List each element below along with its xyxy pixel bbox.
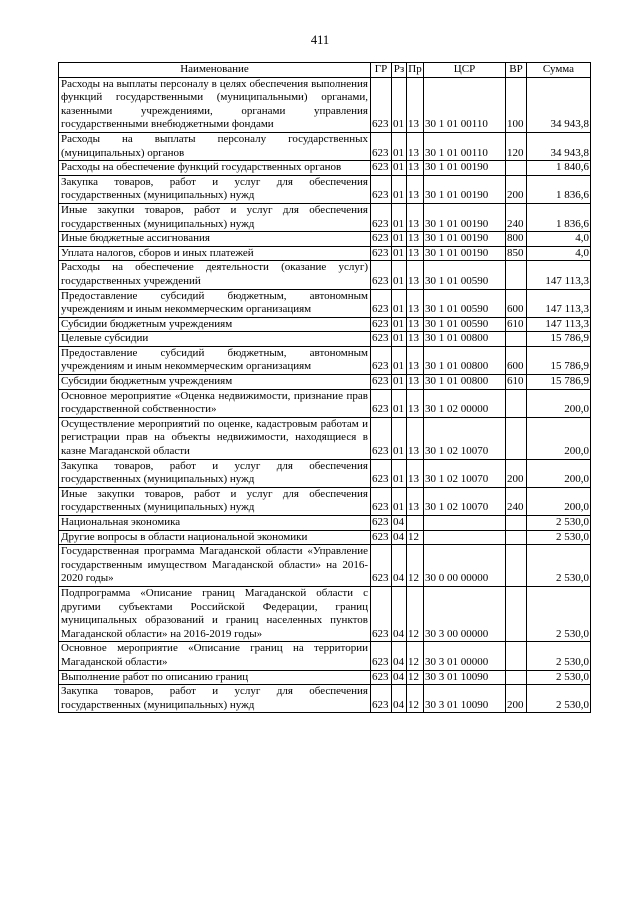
cell-name: Субсидии бюджетным учреждениям (59, 375, 371, 390)
table-row (59, 289, 591, 317)
table-row (59, 175, 591, 203)
cell-pr: 13 (407, 203, 424, 231)
cell-sum: 2 530,0 (527, 516, 591, 531)
cell-vr (506, 670, 527, 685)
cell-gr: 623 (371, 586, 392, 641)
cell-gr: 623 (371, 685, 392, 713)
cell-rz: 01 (392, 161, 407, 176)
cell-pr: 13 (407, 317, 424, 332)
cell-sum: 147 113,3 (527, 317, 591, 332)
cell-gr: 623 (371, 261, 392, 289)
cell-sum: 2 530,0 (527, 685, 591, 713)
cell-vr (506, 261, 527, 289)
table-row (59, 389, 591, 417)
cell-csr: 30 1 01 00800 (424, 375, 506, 390)
cell-sum: 200,0 (527, 389, 591, 417)
table-body (59, 77, 591, 713)
cell-name: Осуществление мероприятий по оценке, кадастровым работам и регистрации прав на объекты недвижимости, находящиеся в казне Магаданской области (59, 417, 371, 459)
cell-pr: 13 (407, 289, 424, 317)
cell-vr (506, 545, 527, 587)
cell-sum: 147 113,3 (527, 261, 591, 289)
cell-csr: 30 1 02 10070 (424, 459, 506, 487)
cell-gr: 623 (371, 175, 392, 203)
cell-gr: 623 (371, 203, 392, 231)
table-row (59, 261, 591, 289)
cell-pr: 13 (407, 77, 424, 132)
cell-pr: 13 (407, 175, 424, 203)
cell-vr: 240 (506, 203, 527, 231)
cell-rz: 04 (392, 685, 407, 713)
cell-name: Целевые субсидии (59, 332, 371, 347)
table-row (59, 246, 591, 261)
table-row (59, 642, 591, 670)
cell-pr: 13 (407, 375, 424, 390)
header-pr: Пр (407, 63, 424, 78)
cell-pr: 12 (407, 642, 424, 670)
cell-vr (506, 642, 527, 670)
header-sum: Сумма (527, 63, 591, 78)
table-row (59, 417, 591, 459)
cell-vr (506, 586, 527, 641)
cell-pr: 12 (407, 685, 424, 713)
cell-vr: 600 (506, 289, 527, 317)
cell-gr: 623 (371, 246, 392, 261)
cell-rz: 01 (392, 389, 407, 417)
cell-csr: 30 1 01 00190 (424, 175, 506, 203)
table-row (59, 161, 591, 176)
cell-rz: 01 (392, 332, 407, 347)
cell-name: Предоставление субсидий бюджетным, автономным учреждениям и иным некоммерческим организациям (59, 346, 371, 374)
cell-gr: 623 (371, 232, 392, 247)
cell-gr: 623 (371, 670, 392, 685)
cell-sum: 2 530,0 (527, 642, 591, 670)
cell-rz: 04 (392, 642, 407, 670)
header-gr: ГР (371, 63, 392, 78)
cell-sum: 2 530,0 (527, 545, 591, 587)
cell-name: Национальная экономика (59, 516, 371, 531)
cell-rz: 04 (392, 516, 407, 531)
cell-rz: 01 (392, 317, 407, 332)
cell-name: Другие вопросы в области национальной экономики (59, 530, 371, 545)
cell-csr: 30 1 01 00800 (424, 332, 506, 347)
cell-name: Государственная программа Магаданской области «Управление государственным имуществом Магаданской области» на 2016-2020 годы» (59, 545, 371, 587)
table-row (59, 132, 591, 160)
cell-csr: 30 3 01 10090 (424, 670, 506, 685)
cell-gr: 623 (371, 530, 392, 545)
cell-gr: 623 (371, 161, 392, 176)
cell-csr: 30 1 01 00800 (424, 346, 506, 374)
cell-name: Иные бюджетные ассигнования (59, 232, 371, 247)
cell-vr: 200 (506, 459, 527, 487)
cell-rz: 01 (392, 289, 407, 317)
cell-vr: 100 (506, 77, 527, 132)
table-row (59, 670, 591, 685)
cell-rz: 01 (392, 261, 407, 289)
cell-vr: 610 (506, 317, 527, 332)
table-row (59, 375, 591, 390)
cell-rz: 01 (392, 487, 407, 515)
cell-vr (506, 530, 527, 545)
cell-gr: 623 (371, 487, 392, 515)
cell-name: Иные закупки товаров, работ и услуг для обеспечения государственных (муниципальных) нужд (59, 203, 371, 231)
cell-gr: 623 (371, 545, 392, 587)
cell-name: Иные закупки товаров, работ и услуг для обеспечения государственных (муниципальных) нужд (59, 487, 371, 515)
cell-vr (506, 389, 527, 417)
cell-vr: 120 (506, 132, 527, 160)
cell-vr (506, 516, 527, 531)
cell-sum: 147 113,3 (527, 289, 591, 317)
cell-csr: 30 1 01 00190 (424, 232, 506, 247)
cell-pr: 12 (407, 530, 424, 545)
cell-gr: 623 (371, 289, 392, 317)
cell-rz: 04 (392, 586, 407, 641)
cell-sum: 15 786,9 (527, 332, 591, 347)
cell-pr: 13 (407, 132, 424, 160)
cell-vr: 850 (506, 246, 527, 261)
cell-pr: 12 (407, 670, 424, 685)
cell-name: Закупка товаров, работ и услуг для обеспечения государственных (муниципальных) нужд (59, 685, 371, 713)
cell-gr: 623 (371, 317, 392, 332)
table-row (59, 317, 591, 332)
cell-name: Основное мероприятие «Оценка недвижимости, признание прав государственной собственности» (59, 389, 371, 417)
cell-pr: 13 (407, 389, 424, 417)
cell-rz: 01 (392, 346, 407, 374)
cell-name: Расходы на выплаты персоналу государственных (муниципальных) органов (59, 132, 371, 160)
cell-sum: 15 786,9 (527, 375, 591, 390)
cell-rz: 04 (392, 530, 407, 545)
cell-sum: 1 836,6 (527, 203, 591, 231)
cell-pr: 12 (407, 545, 424, 587)
cell-name: Подпрограмма «Описание границ Магаданской области с другими субъектами Российской Федерации, границ муниципальных образований и границ населенных пунктов Магаданской области» на 2016-2019 годы» (59, 586, 371, 641)
cell-csr: 30 1 01 00110 (424, 132, 506, 160)
cell-gr: 623 (371, 375, 392, 390)
header-rz: Рз (392, 63, 407, 78)
table-row (59, 459, 591, 487)
cell-name: Уплата налогов, сборов и иных платежей (59, 246, 371, 261)
table-row (59, 332, 591, 347)
header-csr: ЦСР (424, 63, 506, 78)
cell-rz: 01 (392, 417, 407, 459)
cell-csr: 30 1 01 00190 (424, 161, 506, 176)
cell-sum: 4,0 (527, 246, 591, 261)
cell-sum: 1 840,6 (527, 161, 591, 176)
cell-vr: 200 (506, 175, 527, 203)
cell-sum: 1 836,6 (527, 175, 591, 203)
cell-rz: 01 (392, 203, 407, 231)
cell-gr: 623 (371, 332, 392, 347)
header-vr: ВР (506, 63, 527, 78)
cell-pr: 13 (407, 459, 424, 487)
cell-gr: 623 (371, 642, 392, 670)
header-name: Наименование (59, 63, 371, 78)
cell-vr: 610 (506, 375, 527, 390)
cell-gr: 623 (371, 459, 392, 487)
cell-sum: 15 786,9 (527, 346, 591, 374)
cell-pr: 13 (407, 161, 424, 176)
cell-pr: 13 (407, 417, 424, 459)
cell-pr: 13 (407, 346, 424, 374)
cell-name: Расходы на обеспечение функций государственных органов (59, 161, 371, 176)
cell-rz: 04 (392, 545, 407, 587)
cell-sum: 34 943,8 (527, 77, 591, 132)
cell-csr: 30 1 01 00190 (424, 246, 506, 261)
cell-sum: 2 530,0 (527, 670, 591, 685)
table-header-row (59, 63, 591, 78)
table-row (59, 530, 591, 545)
table-row (59, 77, 591, 132)
cell-vr: 800 (506, 232, 527, 247)
cell-pr: 13 (407, 332, 424, 347)
cell-sum: 34 943,8 (527, 132, 591, 160)
cell-name: Закупка товаров, работ и услуг для обеспечения государственных (муниципальных) нужд (59, 175, 371, 203)
cell-pr: 12 (407, 586, 424, 641)
cell-pr: 13 (407, 487, 424, 515)
cell-rz: 01 (392, 375, 407, 390)
cell-rz: 04 (392, 670, 407, 685)
cell-csr (424, 530, 506, 545)
cell-name: Основное мероприятие «Описание границ на территории Магаданской области» (59, 642, 371, 670)
cell-pr: 13 (407, 246, 424, 261)
table-row (59, 586, 591, 641)
cell-rz: 01 (392, 232, 407, 247)
page-number: 411 (310, 33, 330, 47)
cell-gr: 623 (371, 417, 392, 459)
cell-rz: 01 (392, 77, 407, 132)
cell-csr: 30 1 01 00190 (424, 203, 506, 231)
cell-name: Субсидии бюджетным учреждениям (59, 317, 371, 332)
cell-name: Предоставление субсидий бюджетным, автономным учреждениям и иным некоммерческим организациям (59, 289, 371, 317)
cell-gr: 623 (371, 516, 392, 531)
budget-table (58, 62, 591, 713)
cell-rz: 01 (392, 132, 407, 160)
cell-vr (506, 417, 527, 459)
cell-csr: 30 0 00 00000 (424, 545, 506, 587)
cell-vr: 200 (506, 685, 527, 713)
table-row (59, 346, 591, 374)
cell-sum: 2 530,0 (527, 530, 591, 545)
cell-csr: 30 3 01 10090 (424, 685, 506, 713)
cell-sum: 4,0 (527, 232, 591, 247)
cell-csr: 30 1 02 10070 (424, 417, 506, 459)
table-row (59, 487, 591, 515)
cell-gr: 623 (371, 132, 392, 160)
cell-name: Расходы на обеспечение деятельности (оказание услуг) государственных учреждений (59, 261, 371, 289)
cell-csr (424, 516, 506, 531)
table-row (59, 545, 591, 587)
cell-name: Выполнение работ по описанию границ (59, 670, 371, 685)
table-row (59, 203, 591, 231)
cell-gr: 623 (371, 77, 392, 132)
cell-sum: 2 530,0 (527, 586, 591, 641)
table-row (59, 516, 591, 531)
cell-pr: 13 (407, 232, 424, 247)
cell-pr (407, 516, 424, 531)
cell-csr: 30 3 01 00000 (424, 642, 506, 670)
cell-sum: 200,0 (527, 459, 591, 487)
cell-csr: 30 1 02 00000 (424, 389, 506, 417)
cell-name: Закупка товаров, работ и услуг для обеспечения государственных (муниципальных) нужд (59, 459, 371, 487)
cell-csr: 30 1 01 00590 (424, 289, 506, 317)
cell-pr: 13 (407, 261, 424, 289)
cell-rz: 01 (392, 246, 407, 261)
cell-rz: 01 (392, 459, 407, 487)
cell-csr: 30 1 01 00110 (424, 77, 506, 132)
cell-vr (506, 161, 527, 176)
cell-csr: 30 3 00 00000 (424, 586, 506, 641)
cell-vr: 240 (506, 487, 527, 515)
cell-gr: 623 (371, 389, 392, 417)
cell-name: Расходы на выплаты персоналу в целях обеспечения выполнения функций государственными (муниципальными) органами, казенными учреждениями, органами управления государственными внебюджетными фондами (59, 77, 371, 132)
cell-vr (506, 332, 527, 347)
cell-sum: 200,0 (527, 487, 591, 515)
cell-csr: 30 1 01 00590 (424, 261, 506, 289)
cell-sum: 200,0 (527, 417, 591, 459)
table-row (59, 232, 591, 247)
cell-csr: 30 1 01 00590 (424, 317, 506, 332)
cell-vr: 600 (506, 346, 527, 374)
table-row (59, 685, 591, 713)
cell-gr: 623 (371, 346, 392, 374)
cell-csr: 30 1 02 10070 (424, 487, 506, 515)
cell-rz: 01 (392, 175, 407, 203)
